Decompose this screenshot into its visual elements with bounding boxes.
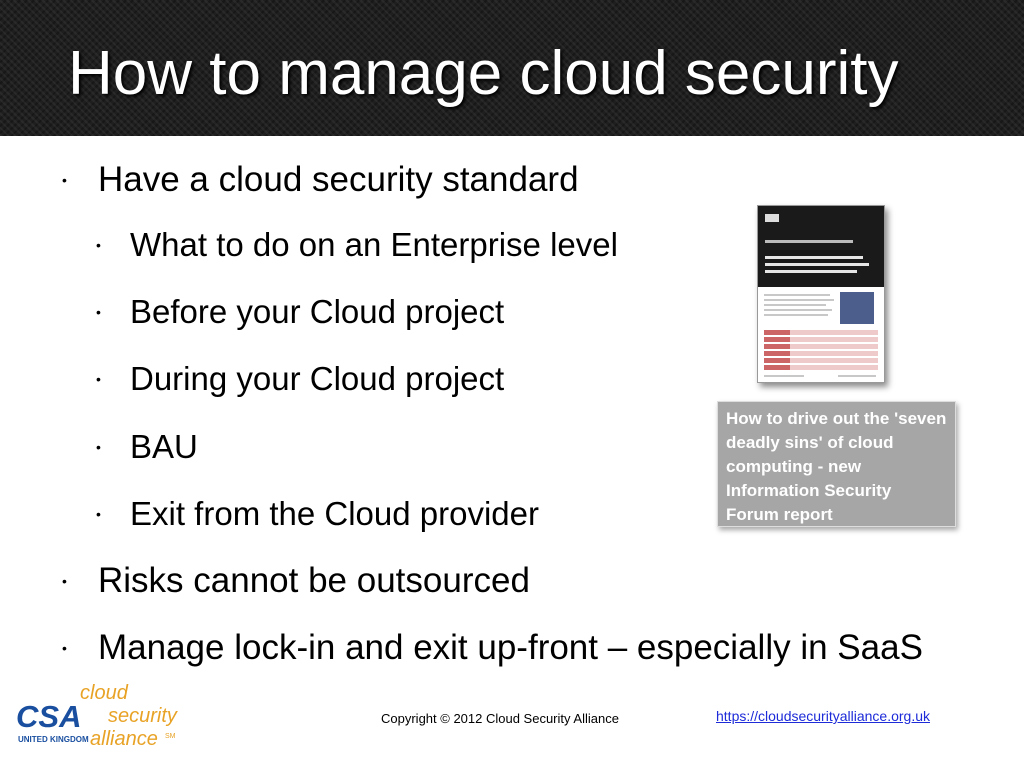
sub-bullet-text: BAU: [130, 428, 198, 465]
bullet-dot-icon: •: [96, 506, 101, 522]
report-cover-image: [840, 292, 874, 324]
sub-bullet-text: Before your Cloud project: [130, 293, 505, 330]
sub-bullet-text: During your Cloud project: [130, 360, 505, 397]
csa-logo: [14, 680, 194, 750]
bullet-dot-icon: •: [96, 371, 101, 387]
copyright-text: Copyright © 2012 Cloud Security Alliance: [381, 711, 619, 726]
logo-service-mark: SM: [165, 733, 176, 740]
isf-logo-icon: [765, 214, 779, 222]
thumbnail-caption: [717, 401, 956, 527]
bullet-text: Manage lock-in and exit up-front – especially in SaaS: [98, 628, 923, 667]
bullet-dot-icon: •: [96, 304, 101, 320]
sub-bullet-text: Exit from the Cloud provider: [130, 495, 540, 532]
bullet-dot-icon: •: [62, 640, 67, 656]
logo-word-security: security: [108, 705, 177, 727]
sub-bullet-text: What to do on an Enterprise level: [130, 226, 618, 263]
bullet-dot-icon: •: [96, 439, 101, 455]
bullet-dot-icon: •: [96, 237, 101, 253]
csa-website-link[interactable]: https://cloudsecurityalliance.org.uk: [716, 708, 930, 724]
slide-header: [0, 0, 1024, 136]
bullet-dot-icon: •: [62, 172, 67, 188]
slide-title: How to manage cloud security: [68, 39, 899, 108]
bullet-dot-icon: •: [62, 573, 67, 589]
bullet-text: Have a cloud security standard: [98, 160, 579, 199]
thumbnail-header-block: [758, 206, 884, 287]
logo-acronym: CSA: [16, 699, 82, 734]
caption-text: How to drive out the 'seven deadly sins' of cloud computing - new Information Security Forum report: [726, 409, 947, 524]
logo-word-cloud: cloud: [80, 682, 128, 704]
logo-region: UNITED KINGDOM: [18, 735, 89, 744]
logo-word-alliance: alliance: [90, 728, 158, 750]
bullet-text: Risks cannot be outsourced: [98, 561, 530, 600]
press-release-thumbnail[interactable]: [757, 205, 885, 383]
